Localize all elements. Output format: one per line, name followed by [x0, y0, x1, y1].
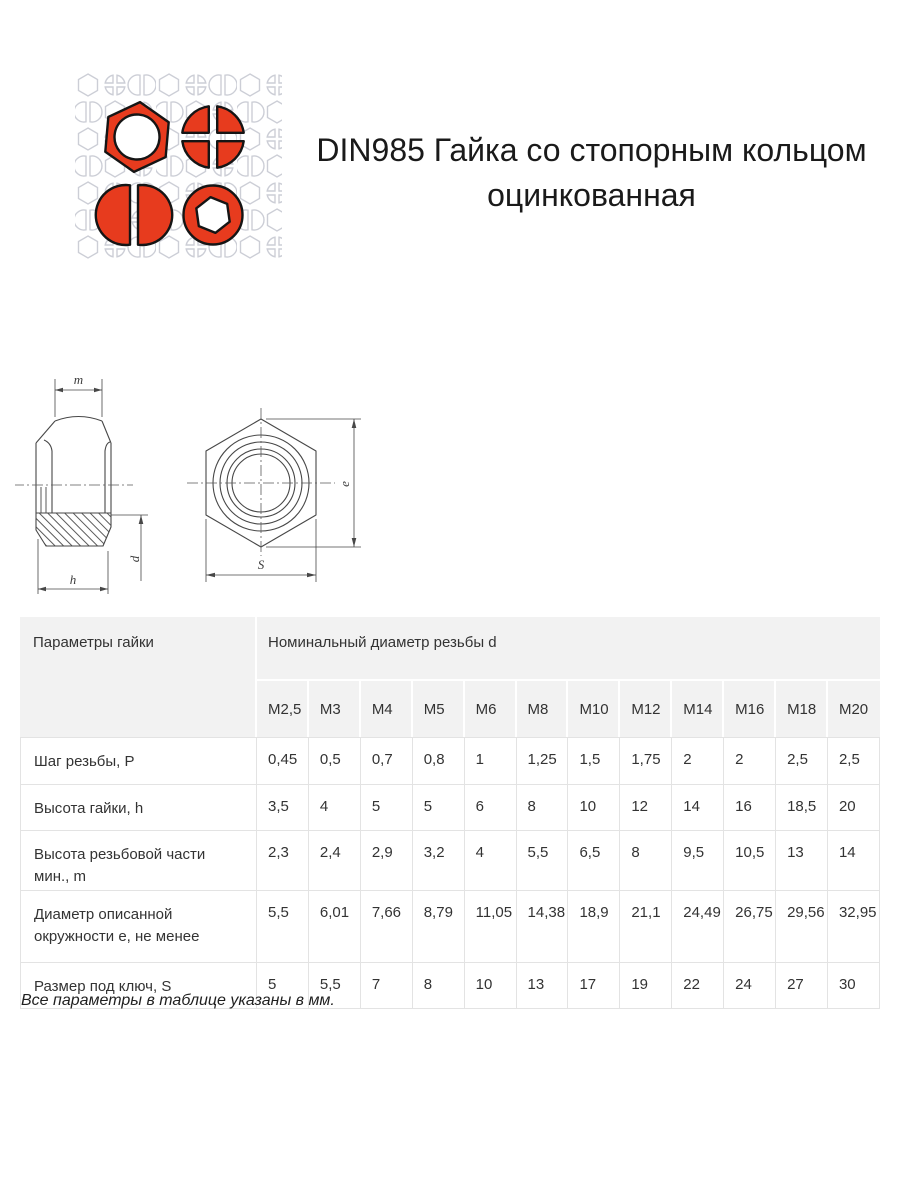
value-cell: 18,9: [568, 891, 620, 963]
value-cell: 6,01: [309, 891, 361, 963]
row-label: Диаметр описанной окружности e, не менее: [20, 891, 257, 963]
row-label: Шаг резьбы, P: [20, 737, 257, 785]
dim-label-d: d: [127, 555, 142, 563]
value-cell: 4: [309, 785, 361, 831]
value-cell: 17: [568, 963, 620, 1009]
front-centerlines: [187, 408, 335, 556]
value-cell: 5: [257, 963, 309, 1009]
dim-label-h: h: [69, 572, 77, 587]
value-cell: 11,05: [465, 891, 517, 963]
row-label: Высота резьбовой части мин., m: [20, 831, 257, 891]
table-row: [20, 785, 880, 831]
value-cell: 32,95: [828, 891, 880, 963]
size-header-M20: M20: [828, 681, 880, 737]
value-cell: 14: [828, 831, 880, 891]
table-row: [20, 737, 880, 785]
size-header-M5: M5: [413, 681, 465, 737]
side-view: [36, 417, 111, 547]
value-cell: 1,75: [620, 737, 672, 785]
technical-drawing: [15, 363, 415, 615]
value-cell: 1,5: [568, 737, 620, 785]
value-cell: 24: [724, 963, 776, 1009]
diameter-group-header: Номинальный диаметр резьбы d: [257, 617, 880, 681]
row-label: Высота гайки, h: [20, 785, 257, 831]
value-cell: 3,2: [413, 831, 465, 891]
spec-table-container: [20, 617, 880, 1009]
value-cell: 0,5: [309, 737, 361, 785]
row-label: Размер под ключ, S: [20, 963, 257, 1009]
units-footnote: Все параметры в таблице указаны в мм.: [21, 992, 335, 1009]
value-cell: 14: [672, 785, 724, 831]
value-cell: 2,9: [361, 831, 413, 891]
param-column-header: Параметры гайки: [20, 617, 257, 737]
value-cell: 6: [465, 785, 517, 831]
dim-label-s: S: [257, 557, 265, 572]
value-cell: 10,5: [724, 831, 776, 891]
value-cell: 8: [517, 785, 569, 831]
value-cell: 0,8: [413, 737, 465, 785]
value-cell: 5,5: [517, 831, 569, 891]
value-cell: 8,79: [413, 891, 465, 963]
value-cell: 7: [361, 963, 413, 1009]
size-header-M8: M8: [517, 681, 569, 737]
value-cell: 16: [724, 785, 776, 831]
spec-table: [20, 617, 880, 1009]
value-cell: 30: [828, 963, 880, 1009]
value-cell: 5: [361, 785, 413, 831]
value-cell: 26,75: [724, 891, 776, 963]
value-cell: 2,5: [828, 737, 880, 785]
value-cell: 2,3: [257, 831, 309, 891]
size-header-M12: M12: [620, 681, 672, 737]
value-cell: 13: [776, 831, 828, 891]
value-cell: 14,38: [517, 891, 569, 963]
table-row: [20, 831, 880, 891]
dimension-d: [111, 515, 148, 581]
value-cell: 27: [776, 963, 828, 1009]
value-cell: 22: [672, 963, 724, 1009]
hex-socket-icon: [184, 186, 243, 245]
page-title: DIN985 Гайка со стопорным кольцом оцинкованная: [316, 132, 867, 214]
value-cell: 2: [672, 737, 724, 785]
value-cell: 20: [828, 785, 880, 831]
value-cell: 5,5: [309, 963, 361, 1009]
dim-label-e: e: [337, 481, 352, 487]
value-cell: 12: [620, 785, 672, 831]
value-cell: 0,45: [257, 737, 309, 785]
size-header-M14: M14: [672, 681, 724, 737]
value-cell: 13: [517, 963, 569, 1009]
size-header-M2,5: M2,5: [257, 681, 309, 737]
size-header-M16: M16: [724, 681, 776, 737]
size-header-M18: M18: [776, 681, 828, 737]
value-cell: 29,56: [776, 891, 828, 963]
value-cell: 10: [465, 963, 517, 1009]
dim-label-m: m: [73, 372, 84, 387]
size-header-M4: M4: [361, 681, 413, 737]
value-cell: 10: [568, 785, 620, 831]
value-cell: 2,4: [309, 831, 361, 891]
table-row: [20, 891, 880, 963]
value-cell: 18,5: [776, 785, 828, 831]
size-header-M10: M10: [568, 681, 620, 737]
value-cell: 24,49: [672, 891, 724, 963]
value-cell: 8: [620, 831, 672, 891]
value-cell: 0,7: [361, 737, 413, 785]
value-cell: 21,1: [620, 891, 672, 963]
value-cell: 9,5: [672, 831, 724, 891]
value-cell: 5,5: [257, 891, 309, 963]
value-cell: 1: [465, 737, 517, 785]
value-cell: 2,5: [776, 737, 828, 785]
value-cell: 8: [413, 963, 465, 1009]
value-cell: 7,66: [361, 891, 413, 963]
value-cell: 3,5: [257, 785, 309, 831]
value-cell: 4: [465, 831, 517, 891]
value-cell: 19: [620, 963, 672, 1009]
size-header-M6: M6: [465, 681, 517, 737]
value-cell: 6,5: [568, 831, 620, 891]
value-cell: 1,25: [517, 737, 569, 785]
size-header-M3: M3: [309, 681, 361, 737]
value-cell: 2: [724, 737, 776, 785]
value-cell: 5: [413, 785, 465, 831]
brand-logo: [70, 60, 285, 270]
